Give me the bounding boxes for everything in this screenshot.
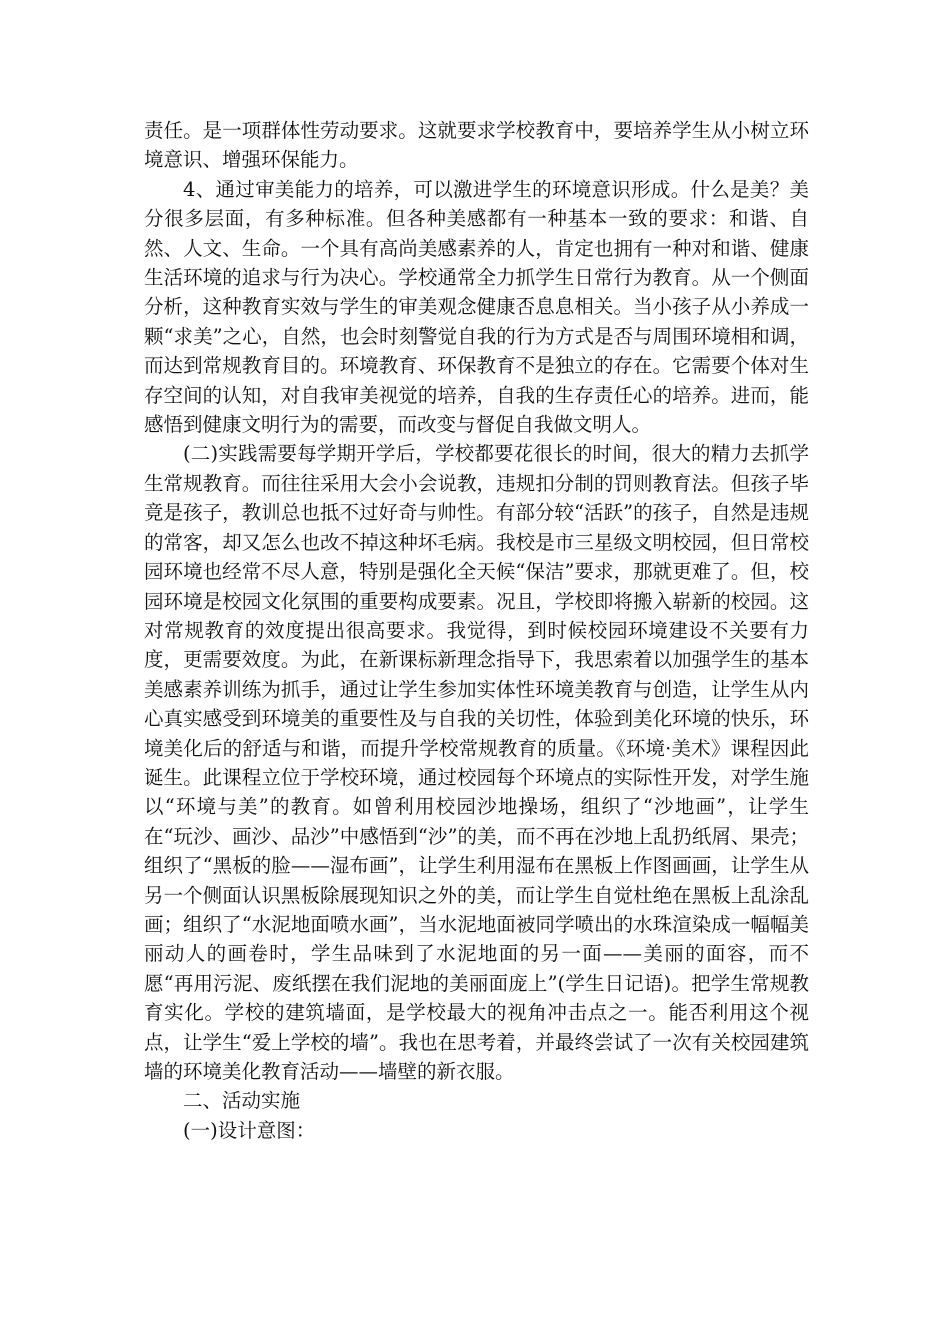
section-heading-activity: 二、活动实施 bbox=[183, 1089, 301, 1113]
paragraph-practice-need: (二)实践需要每学期开学后，学校都要花很长的时间，很大的精力去抓学生常规教育。而往往采用大会小会说教，违规扣分制的罚则教育法。但孩子毕竟是孩子，教训总也抵不过好奇与帅性。有部分较“活跃”的孩子，自然是违规的常客，却又怎么也改不掉这种坏毛病。我校是市三星级文明校园，但日常校园环境也经常不尽人意，特别是强化全天候“保洁”要求，那就更难了。但，校园环境是校园文化氛围的重要构成要素。况且，学校即将搬入崭新的校园。这对常规教育的效度提出很高要求。我觉得，到时候校园环境建设不关要有力度，更需要效度。为此，在新课标新理念指导下，我思索着以加强学生的基本美感素养训练为抓手，通过让学生参加实体性环境美教育与创造，让学生从内心真实感受到环境美的重要性及与自我的关切性，体验到美化环境的快乐，环境美化后的舒适与和谐，而提升学校常规教育的质量。《环境·美术》课程因此诞生。此课程立位于学校环境，通过校园每个环境点的实际性开发，对学生施以“环境与美”的教育。如曾利用校园沙地操场，组织了“沙地画”，让学生在“玩沙、画沙、品沙”中感悟到“沙”的美，而不再在沙地上乱扔纸屑、果壳；组织了“黑板的脸——湿布画”，让学生利用湿布在黑板上作图画画，让学生从另一个侧面认识黑板除展现知识之外的美，而让学生自觉杜绝在黑板上乱涂乱画；组织了“水泥地面喷水画”，当水泥地面被同学喷出的水珠渲染成一幅幅美丽动人的画卷时，学生品味到了水泥地面的另一面——美丽的面容，而不愿“再用污泥、废纸摆在我们泥地的美丽面庞上”(学生日记语)。把学生常规教育实化。学校的建筑墙面，是学校最大的视角冲击点之一。能否利用这个视点，让学生“爱上学校的墙”。我也在思考着，并最终尝试了一次有关校园建筑墙的环境美化教育活动——墙壁的新衣服。 bbox=[144, 442, 809, 1083]
paragraph-continuation: 责任。是一项群体性劳动要求。这就要求学校教育中，要培养学生从小树立环境意识、增强环保能力。 bbox=[144, 119, 809, 172]
body-text bbox=[144, 116, 809, 1145]
paragraph-aesthetic-ability: 4、通过审美能力的培养，可以激进学生的环境意识形成。什么是美？美分很多层面，有多种标准。但各种美感都有一种基本一致的要求：和谐、自然、人文、生命。一个具有高尚美感素养的人，肯定也拥有一种对和谐、健康生活环境的追求与行为决心。学校通常全力抓学生日常行为教育。从一个侧面分析，这种教育实效与学生的审美观念健康否息息相关。当小孩子从小养成一颗“求美”之心，自然，也会时刻警觉自我的行为方式是否与周围环境相和调，而达到常规教育目的。环境教育、环保教育不是独立的存在。它需要个体对生存空间的认知，对自我审美视觉的培养，自我的生存责任心的培养。进而，能感悟到健康文明行为的需要，而改变与督促自我做文明人。 bbox=[144, 177, 809, 437]
subsection-heading-design-intent: (一)设计意图： bbox=[183, 1118, 316, 1142]
